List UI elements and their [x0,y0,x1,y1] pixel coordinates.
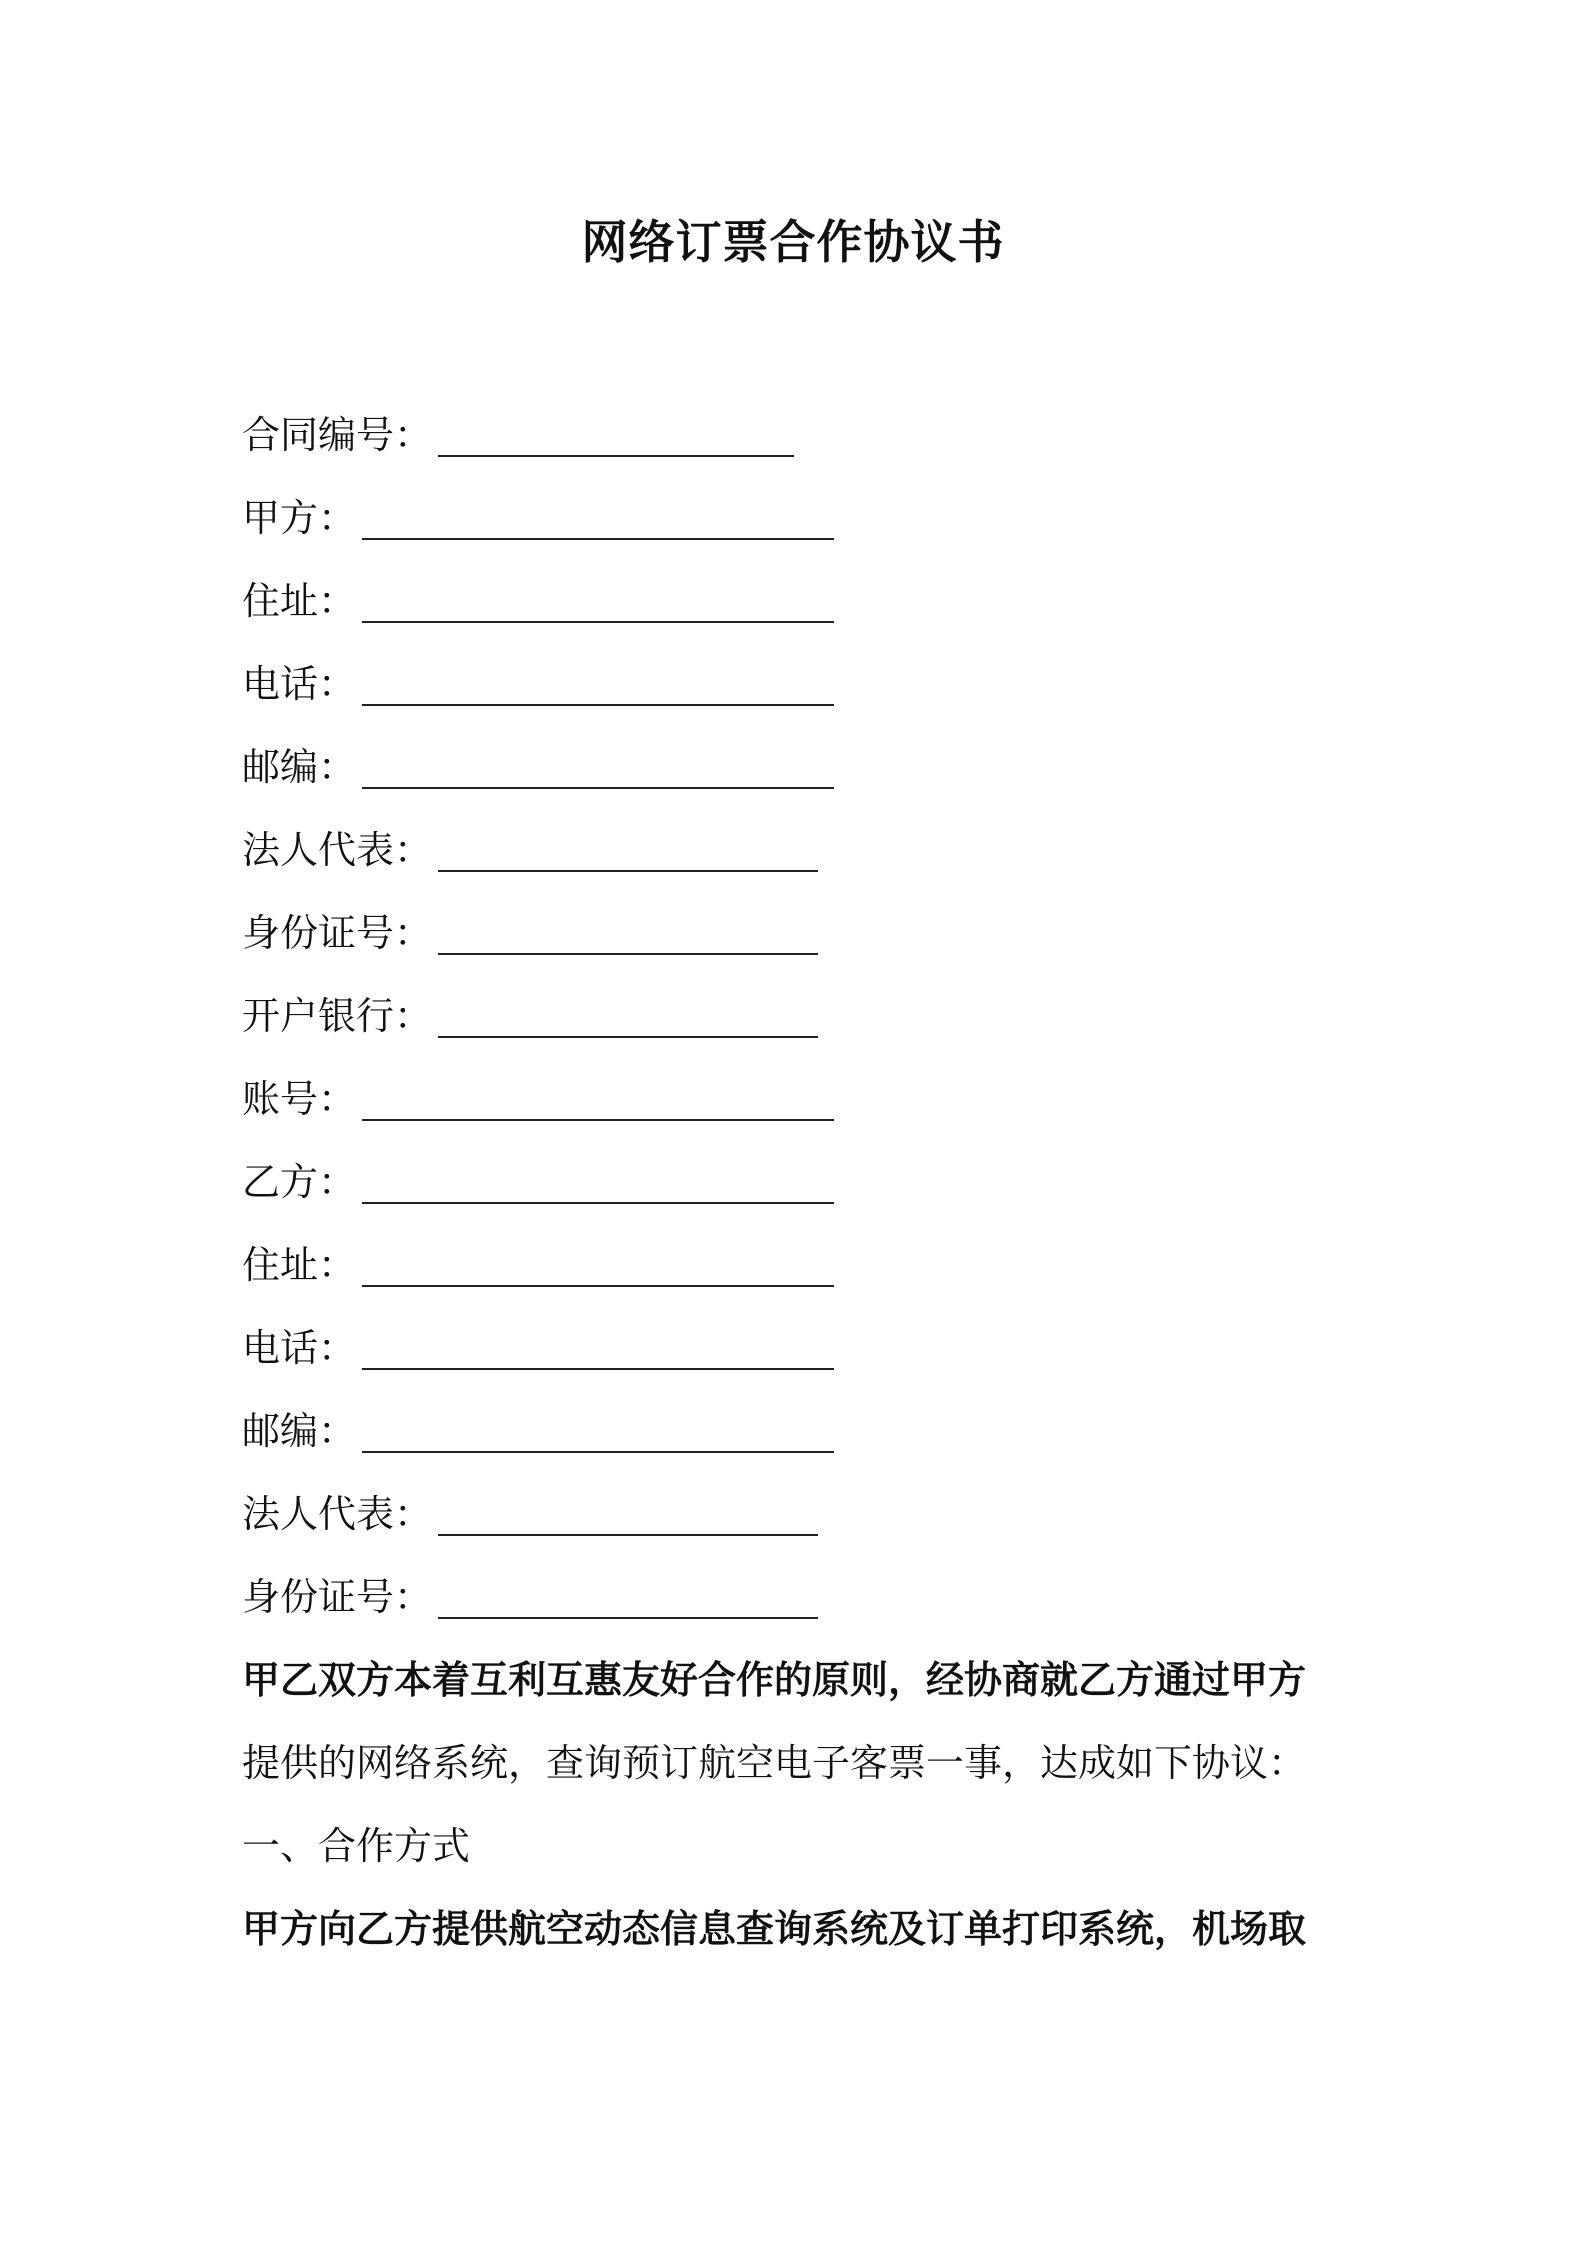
field-label: 电话： [242,1326,357,1370]
fill-in-blank [362,488,834,540]
document-title: 网络订票合作协议书 [581,215,1005,269]
field-label: 住址： [242,579,357,623]
field-party-a [242,488,834,548]
field-party-b-legal-rep [242,1484,818,1544]
fill-in-blank [438,986,818,1038]
fill-in-blank [438,1484,818,1536]
fill-in-blank [362,1401,834,1453]
field-label: 开户银行： [242,994,433,1038]
fill-in-blank [362,737,834,789]
section-body-line-1: 甲方向乙方提供航空动态信息查询系统及订单打印系统，机场取 [242,1907,1307,1951]
field-label: 身份证号： [242,1575,433,1619]
field-party-b [242,1152,834,1212]
field-label: 身份证号： [242,911,433,955]
field-label: 法人代表： [242,1492,433,1536]
field-label: 邮编： [242,1409,357,1453]
field-party-b-id-number [242,1567,818,1627]
field-label: 合同编号： [242,413,433,457]
section-heading: 一、合作方式 [242,1824,471,1868]
field-party-a-bank [242,986,818,1046]
field-party-b-phone [242,1318,834,1378]
fill-in-blank [362,1318,834,1370]
field-party-a-address [242,571,834,631]
field-label: 乙方： [242,1160,357,1204]
fill-in-blank [438,405,794,457]
field-label: 甲方： [242,496,357,540]
field-party-a-account [242,1069,834,1129]
field-label: 法人代表： [242,828,433,872]
fill-in-blank [362,1069,834,1121]
field-party-a-phone [242,654,834,714]
field-label: 住址： [242,1243,357,1287]
field-label: 电话： [242,662,357,706]
field-party-b-address [242,1235,834,1295]
fill-in-blank [362,571,834,623]
fill-in-blank [362,1235,834,1287]
fill-in-blank [438,1567,818,1619]
fill-in-blank [362,654,834,706]
fill-in-blank [438,903,818,955]
intro-paragraph-line-1: 甲乙双方本着互利互惠友好合作的原则，经协商就乙方通过甲方 [242,1658,1307,1702]
field-party-a-legal-rep [242,820,818,880]
fill-in-blank [362,1152,834,1204]
field-contract-number [242,405,794,465]
fill-in-blank [438,820,818,872]
field-party-a-id-number [242,903,818,963]
field-party-a-postcode [242,737,834,797]
field-label: 账号： [242,1077,357,1121]
intro-paragraph-line-2: 提供的网络系统，查询预订航空电子客票一事，达成如下协议： [242,1741,1307,1785]
field-label: 邮编： [242,745,357,789]
field-party-b-postcode [242,1401,834,1461]
